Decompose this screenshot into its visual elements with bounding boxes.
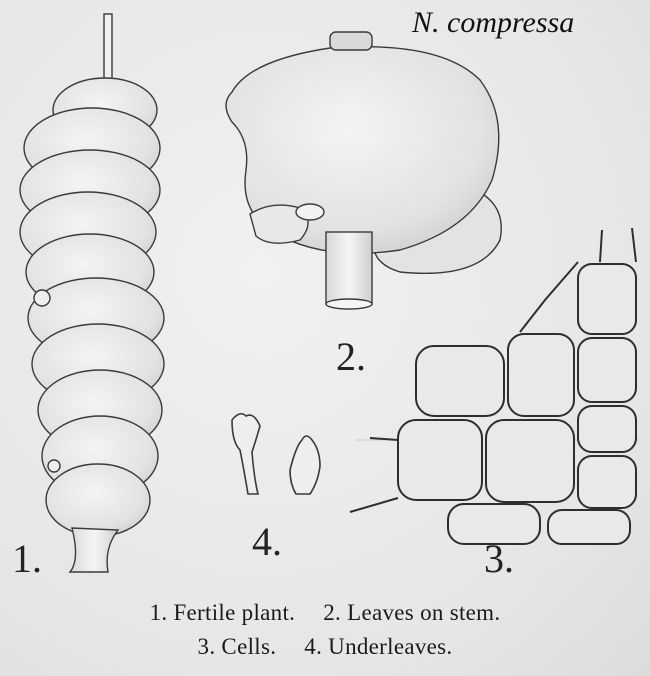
cell (416, 346, 504, 416)
caption-line-2 (0, 634, 650, 660)
cell (486, 420, 574, 502)
cell-wall (350, 498, 398, 512)
cell (578, 338, 636, 402)
caption-fertile-plant: 1. Fertile plant. (149, 600, 296, 625)
underleaf (48, 460, 60, 472)
caption-leaves-on-stem: 2. Leaves on stem. (323, 600, 501, 625)
cell (508, 334, 574, 416)
cell-wall (600, 228, 636, 262)
cell (578, 264, 636, 334)
underleaf (296, 204, 324, 220)
underleaves-drawing (232, 414, 320, 494)
underleaf-right (290, 436, 320, 494)
figure-number-1: 1. (12, 536, 42, 581)
cell (578, 456, 636, 508)
stem-base (70, 528, 118, 572)
stem-cut (326, 299, 372, 309)
stem-bottom (326, 232, 372, 304)
caption-cells: 3. Cells. (197, 634, 277, 659)
leaves-on-stem-drawing (226, 32, 501, 309)
caption-underleaves: 4. Underleaves. (304, 634, 453, 659)
caption-line-1 (0, 600, 650, 626)
fertile-plant-drawing (20, 14, 164, 572)
underleaf-left (232, 414, 260, 494)
plate-title: N. compressa (412, 6, 575, 39)
cells-drawing (350, 228, 640, 544)
cell (578, 406, 636, 452)
figure-number-4: 4. (252, 519, 282, 564)
cell (398, 420, 482, 500)
figure-number-2: 2. (336, 334, 366, 379)
cell-wall (520, 262, 578, 332)
figure-number-3: 3. (484, 536, 514, 581)
underleaf (34, 290, 50, 306)
leaf (46, 464, 150, 536)
cell (548, 510, 630, 544)
stem-top (330, 32, 372, 50)
